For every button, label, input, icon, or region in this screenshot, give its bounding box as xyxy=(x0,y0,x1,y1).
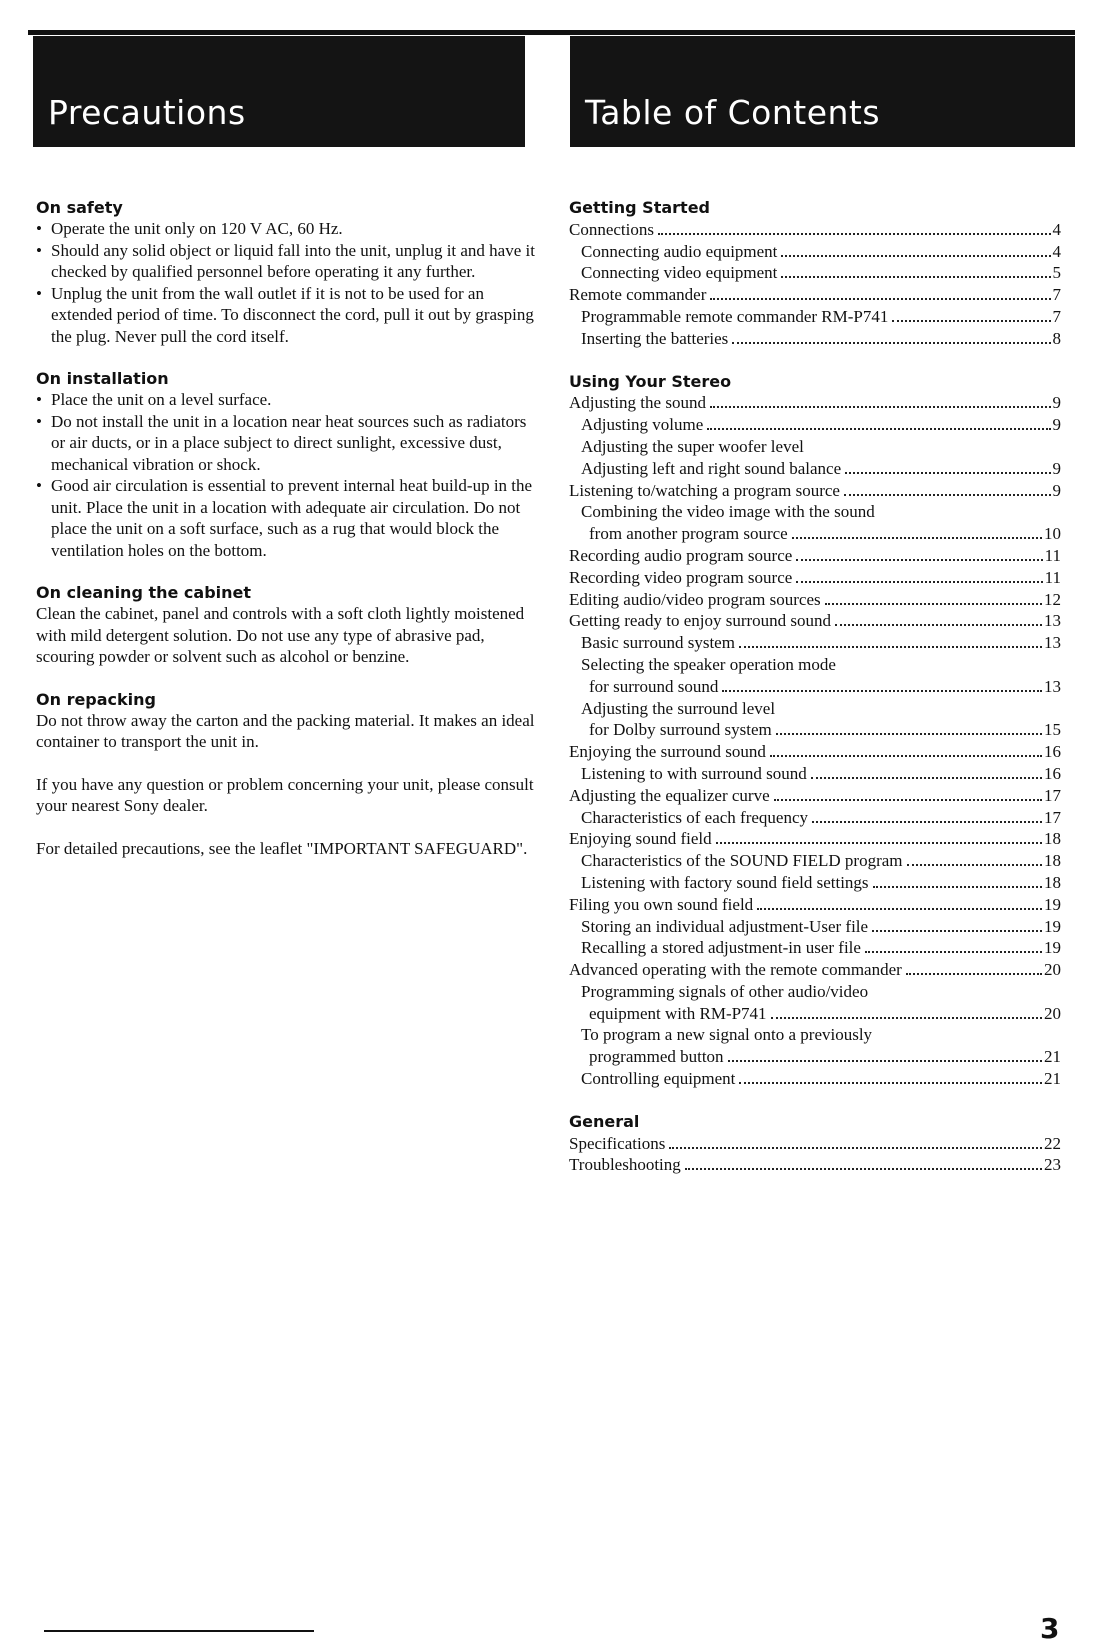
toc-entry-title: programmed button xyxy=(589,1047,724,1067)
bullet-item: • Do not install the unit in a location near heat sources such as radiators or air ducts, or in a place subject to direct sunlight, excessive dust, mechanical vibration or shock. xyxy=(36,411,536,476)
toc-entry[interactable] xyxy=(569,654,1061,676)
toc-leader-dots xyxy=(796,559,1042,561)
toc-entry-page: 16 xyxy=(1044,742,1061,762)
bullet-item: • Good air circulation is essential to prevent internal heat build-up in the unit. Place the unit in a location with adequate air circulation. Do not place the unit on a soft surface, such as a rug that would block the ventilation holes on the bottom. xyxy=(36,475,536,561)
section-heading: On safety xyxy=(36,198,123,217)
toc-leader-dots xyxy=(658,233,1051,235)
toc-entry-page: 17 xyxy=(1044,807,1061,827)
toc-banner xyxy=(570,36,1075,147)
toc-entry[interactable] xyxy=(569,1154,1061,1176)
toc-entry[interactable] xyxy=(569,241,1061,263)
toc-entry[interactable] xyxy=(569,785,1061,807)
toc-entry-title: Adjusting the equalizer curve xyxy=(569,785,770,805)
footnote-rule xyxy=(44,1630,314,1632)
toc-entry-page: 9 xyxy=(1052,458,1061,478)
toc-entry-title: Selecting the speaker operation mode xyxy=(581,654,836,674)
toc-entry[interactable] xyxy=(569,501,1061,523)
toc-group xyxy=(569,1111,1061,1176)
toc-entry-page: 9 xyxy=(1052,393,1061,413)
toc-entry-title: for Dolby surround system xyxy=(589,720,772,740)
toc-entry-title: Connections xyxy=(569,219,654,239)
toc-leader-dots xyxy=(872,930,1042,932)
toc-entry-page: 19 xyxy=(1044,916,1061,936)
toc-entry-page: 22 xyxy=(1044,1133,1061,1153)
toc-entry-page: 11 xyxy=(1044,567,1061,587)
toc-leader-dots xyxy=(716,842,1042,844)
precautions-column xyxy=(36,197,536,880)
toc-entry-title: Basic surround system xyxy=(581,633,735,653)
toc-entry-title: To program a new signal onto a previously xyxy=(581,1025,873,1045)
toc-entry-title: Advanced operating with the remote commander xyxy=(569,960,902,980)
toc-entry[interactable] xyxy=(569,414,1061,436)
toc-entry[interactable] xyxy=(569,610,1061,632)
toc-leader-dots xyxy=(685,1168,1042,1170)
section-on-cleaning xyxy=(36,582,536,668)
toc-leader-dots xyxy=(844,494,1051,496)
toc-entry[interactable] xyxy=(569,676,1061,698)
toc-entry-title: Characteristics of the SOUND FIELD program xyxy=(581,851,903,871)
toc-leader-dots xyxy=(792,537,1042,539)
toc-leader-dots xyxy=(845,472,1050,474)
toc-entry[interactable] xyxy=(569,872,1061,894)
section-text: Clean the cabinet, panel and controls with a soft cloth lightly moistened with mild detergent solution. Do not use any type of abrasive pad, scouring powder or solvent such as alcohol or benzine. xyxy=(36,604,525,666)
toc-entry-title: Specifications xyxy=(569,1133,666,1153)
toc-entry[interactable] xyxy=(569,894,1061,916)
toc-entry-title: for surround sound xyxy=(589,676,719,696)
toc-entry[interactable] xyxy=(569,741,1061,763)
toc-entry-page: 8 xyxy=(1052,328,1061,348)
toc-entry-page: 4 xyxy=(1052,241,1061,261)
toc-entry-title: Adjusting left and right sound balance xyxy=(581,458,842,478)
toc-entry[interactable] xyxy=(569,328,1061,350)
toc-leader-dots xyxy=(757,908,1042,910)
toc-entry[interactable] xyxy=(569,589,1061,611)
toc-entry[interactable] xyxy=(569,567,1061,589)
bullet-list xyxy=(36,218,536,347)
toc-entry-title: Remote commander xyxy=(569,285,707,305)
toc-entry-title: Enjoying the surround sound xyxy=(569,742,766,762)
toc-leader-dots xyxy=(707,428,1050,430)
toc-entry-title: Listening to/watching a program source xyxy=(569,480,840,500)
toc-entry[interactable] xyxy=(569,1068,1061,1090)
toc-entry-title: Recording audio program source xyxy=(569,545,793,565)
toc-entry-page: 20 xyxy=(1044,1003,1061,1023)
toc-entry[interactable] xyxy=(569,523,1061,545)
toc-entry-page: 15 xyxy=(1044,720,1061,740)
toc-entry-page: 18 xyxy=(1044,829,1061,849)
toc-entry-title: Listening with factory sound field settings xyxy=(581,872,869,892)
toc-entry[interactable] xyxy=(569,850,1061,872)
toc-entry-page: 21 xyxy=(1044,1069,1061,1089)
toc-entry[interactable] xyxy=(569,807,1061,829)
toc-entry[interactable] xyxy=(569,698,1061,720)
toc-entry-page: 18 xyxy=(1044,851,1061,871)
bullet-item: • Should any solid object or liquid fall into the unit, unplug it and have it checked by qualified personnel before operating it any further. xyxy=(36,240,536,283)
toc-entry-title: Controlling equipment xyxy=(581,1069,736,1089)
toc-entry[interactable] xyxy=(569,981,1061,1003)
toc-entry-title: Storing an individual adjustment-User file xyxy=(581,916,869,936)
toc-leader-dots xyxy=(722,690,1042,692)
toc-entry[interactable] xyxy=(569,632,1061,654)
toc-leader-dots xyxy=(669,1147,1042,1149)
section-on-safety xyxy=(36,197,536,347)
toc-leader-dots xyxy=(771,1017,1042,1019)
toc-entry-page: 13 xyxy=(1044,611,1061,631)
toc-leader-dots xyxy=(781,276,1050,278)
section-on-installation xyxy=(36,368,536,561)
toc-leader-dots xyxy=(825,603,1042,605)
toc-leader-dots xyxy=(865,951,1042,953)
section-heading: On installation xyxy=(36,369,169,388)
toc-entry[interactable] xyxy=(569,284,1061,306)
toc-leader-dots xyxy=(906,973,1042,975)
toc-entry[interactable] xyxy=(569,959,1061,981)
toc-entry[interactable] xyxy=(569,1046,1061,1068)
toc-entry-page: 9 xyxy=(1052,480,1061,500)
toc-entry-page: 4 xyxy=(1052,219,1061,239)
toc-entry[interactable] xyxy=(569,937,1061,959)
bullet-item: • Operate the unit only on 120 V AC, 60 Hz. xyxy=(36,218,536,240)
toc-leader-dots xyxy=(907,864,1042,866)
toc-entry[interactable] xyxy=(569,545,1061,567)
toc-entry-title: Getting ready to enjoy surround sound xyxy=(569,611,832,631)
toc-entry-title: Characteristics of each frequency xyxy=(581,807,809,827)
toc-entry-page: 20 xyxy=(1044,960,1061,980)
toc-leader-dots xyxy=(732,342,1050,344)
toc-leader-dots xyxy=(781,255,1050,257)
bullet-item: • Unplug the unit from the wall outlet if it is not to be used for an extended period of time. To disconnect the cord, pull it out by grasping the plug. Never pull the cord itself. xyxy=(36,283,536,348)
section-on-repacking xyxy=(36,689,536,753)
toc-entry-page: 21 xyxy=(1044,1047,1061,1067)
toc-entry-page: 13 xyxy=(1044,633,1061,653)
toc-entry-title: Recording video program source xyxy=(569,567,793,587)
toc-entry-title: Connecting video equipment xyxy=(581,263,778,283)
toc-entry-title: Adjusting the surround level xyxy=(581,698,776,718)
toc-entry[interactable] xyxy=(569,1003,1061,1025)
toc-entry-page: 9 xyxy=(1052,415,1061,435)
toc-leader-dots xyxy=(710,298,1050,300)
toc-entry-title: equipment with RM-P741 xyxy=(589,1003,767,1023)
toc-leader-dots xyxy=(770,755,1042,757)
toc-entry-title: Programmable remote commander RM-P741 xyxy=(581,306,889,326)
precautions-title: Precautions xyxy=(48,93,246,132)
toc-entry-page: 18 xyxy=(1044,872,1061,892)
toc-leader-dots xyxy=(774,799,1042,801)
toc-leader-dots xyxy=(776,733,1042,735)
bullet-list xyxy=(36,389,536,561)
toc-entry-page: 17 xyxy=(1044,785,1061,805)
toc-entry-page: 16 xyxy=(1044,763,1061,783)
dealer-note: If you have any question or problem concerning your unit, please consult your nearest Sony dealer. xyxy=(36,774,534,815)
toc-entry-title: Recalling a stored adjustment-in user file xyxy=(581,938,861,958)
toc-entry[interactable] xyxy=(569,828,1061,850)
toc-leader-dots xyxy=(811,777,1042,779)
toc-leader-dots xyxy=(710,406,1051,408)
toc-group xyxy=(569,197,1061,350)
bullet-item: • Place the unit on a level surface. xyxy=(36,389,536,411)
toc-entry-title: Programming signals of other audio/video xyxy=(581,981,869,1001)
toc-entry-title: Listening to with surround sound xyxy=(581,763,807,783)
toc-entry[interactable] xyxy=(569,1024,1061,1046)
toc-title: Table of Contents xyxy=(585,93,881,132)
toc-entry-page: 7 xyxy=(1052,285,1061,305)
section-text: Do not throw away the carton and the packing material. It makes an ideal container to transport the unit in. xyxy=(36,710,535,751)
toc-entry[interactable] xyxy=(569,306,1061,328)
table-of-contents xyxy=(569,197,1061,1197)
toc-entry-page: 7 xyxy=(1052,306,1061,326)
top-rule xyxy=(28,30,1075,35)
toc-entry[interactable] xyxy=(569,1133,1061,1155)
toc-entry-page: 19 xyxy=(1044,938,1061,958)
toc-entry[interactable] xyxy=(569,480,1061,502)
toc-entry-page: 23 xyxy=(1044,1155,1061,1175)
toc-entry-title: Troubleshooting xyxy=(569,1155,681,1175)
toc-entry[interactable] xyxy=(569,458,1061,480)
toc-entry-page: 19 xyxy=(1044,894,1061,914)
toc-leader-dots xyxy=(892,320,1050,322)
toc-leader-dots xyxy=(873,886,1042,888)
toc-entry-title: Connecting audio equipment xyxy=(581,241,778,261)
toc-entry[interactable] xyxy=(569,916,1061,938)
toc-entry[interactable] xyxy=(569,719,1061,741)
toc-entry-title: Adjusting the sound xyxy=(569,393,706,413)
toc-group-heading: Getting Started xyxy=(569,198,710,217)
toc-entry[interactable] xyxy=(569,436,1061,458)
toc-entry[interactable] xyxy=(569,763,1061,785)
toc-entry-page: 12 xyxy=(1044,589,1061,609)
toc-entry-title: Filing you own sound field xyxy=(569,894,754,914)
toc-entry-page: 5 xyxy=(1052,263,1061,283)
page-number: 3 xyxy=(1040,1612,1060,1645)
toc-entry-title: from another program source xyxy=(589,524,788,544)
toc-group-heading: Using Your Stereo xyxy=(569,371,732,391)
toc-entry-title: Enjoying sound field xyxy=(569,829,712,849)
toc-group-heading: General xyxy=(569,1111,640,1131)
toc-entry-title: Combining the video image with the sound xyxy=(581,502,875,522)
toc-entry-page: 11 xyxy=(1044,545,1061,565)
toc-entry[interactable] xyxy=(569,262,1061,284)
toc-entry-title: Editing audio/video program sources xyxy=(569,589,821,609)
toc-leader-dots xyxy=(796,581,1042,583)
toc-entry-title: Inserting the batteries xyxy=(581,328,729,348)
toc-entry[interactable] xyxy=(569,219,1061,241)
toc-group xyxy=(569,371,1061,1090)
precautions-banner xyxy=(33,36,525,147)
toc-entry-title: Adjusting volume xyxy=(581,415,704,435)
leaflet-note: For detailed precautions, see the leaflet "IMPORTANT SAFEGUARD". xyxy=(36,838,528,858)
toc-entry-page: 10 xyxy=(1044,524,1061,544)
section-heading: On cleaning the cabinet xyxy=(36,583,252,602)
toc-leader-dots xyxy=(728,1060,1042,1062)
toc-leader-dots xyxy=(739,646,1042,648)
section-heading: On repacking xyxy=(36,689,157,709)
toc-leader-dots xyxy=(835,624,1042,626)
toc-entry[interactable] xyxy=(569,392,1061,414)
toc-entry-page: 13 xyxy=(1044,676,1061,696)
toc-leader-dots xyxy=(812,821,1042,823)
toc-leader-dots xyxy=(739,1082,1042,1084)
toc-entry-title: Adjusting the super woofer level xyxy=(581,436,804,456)
